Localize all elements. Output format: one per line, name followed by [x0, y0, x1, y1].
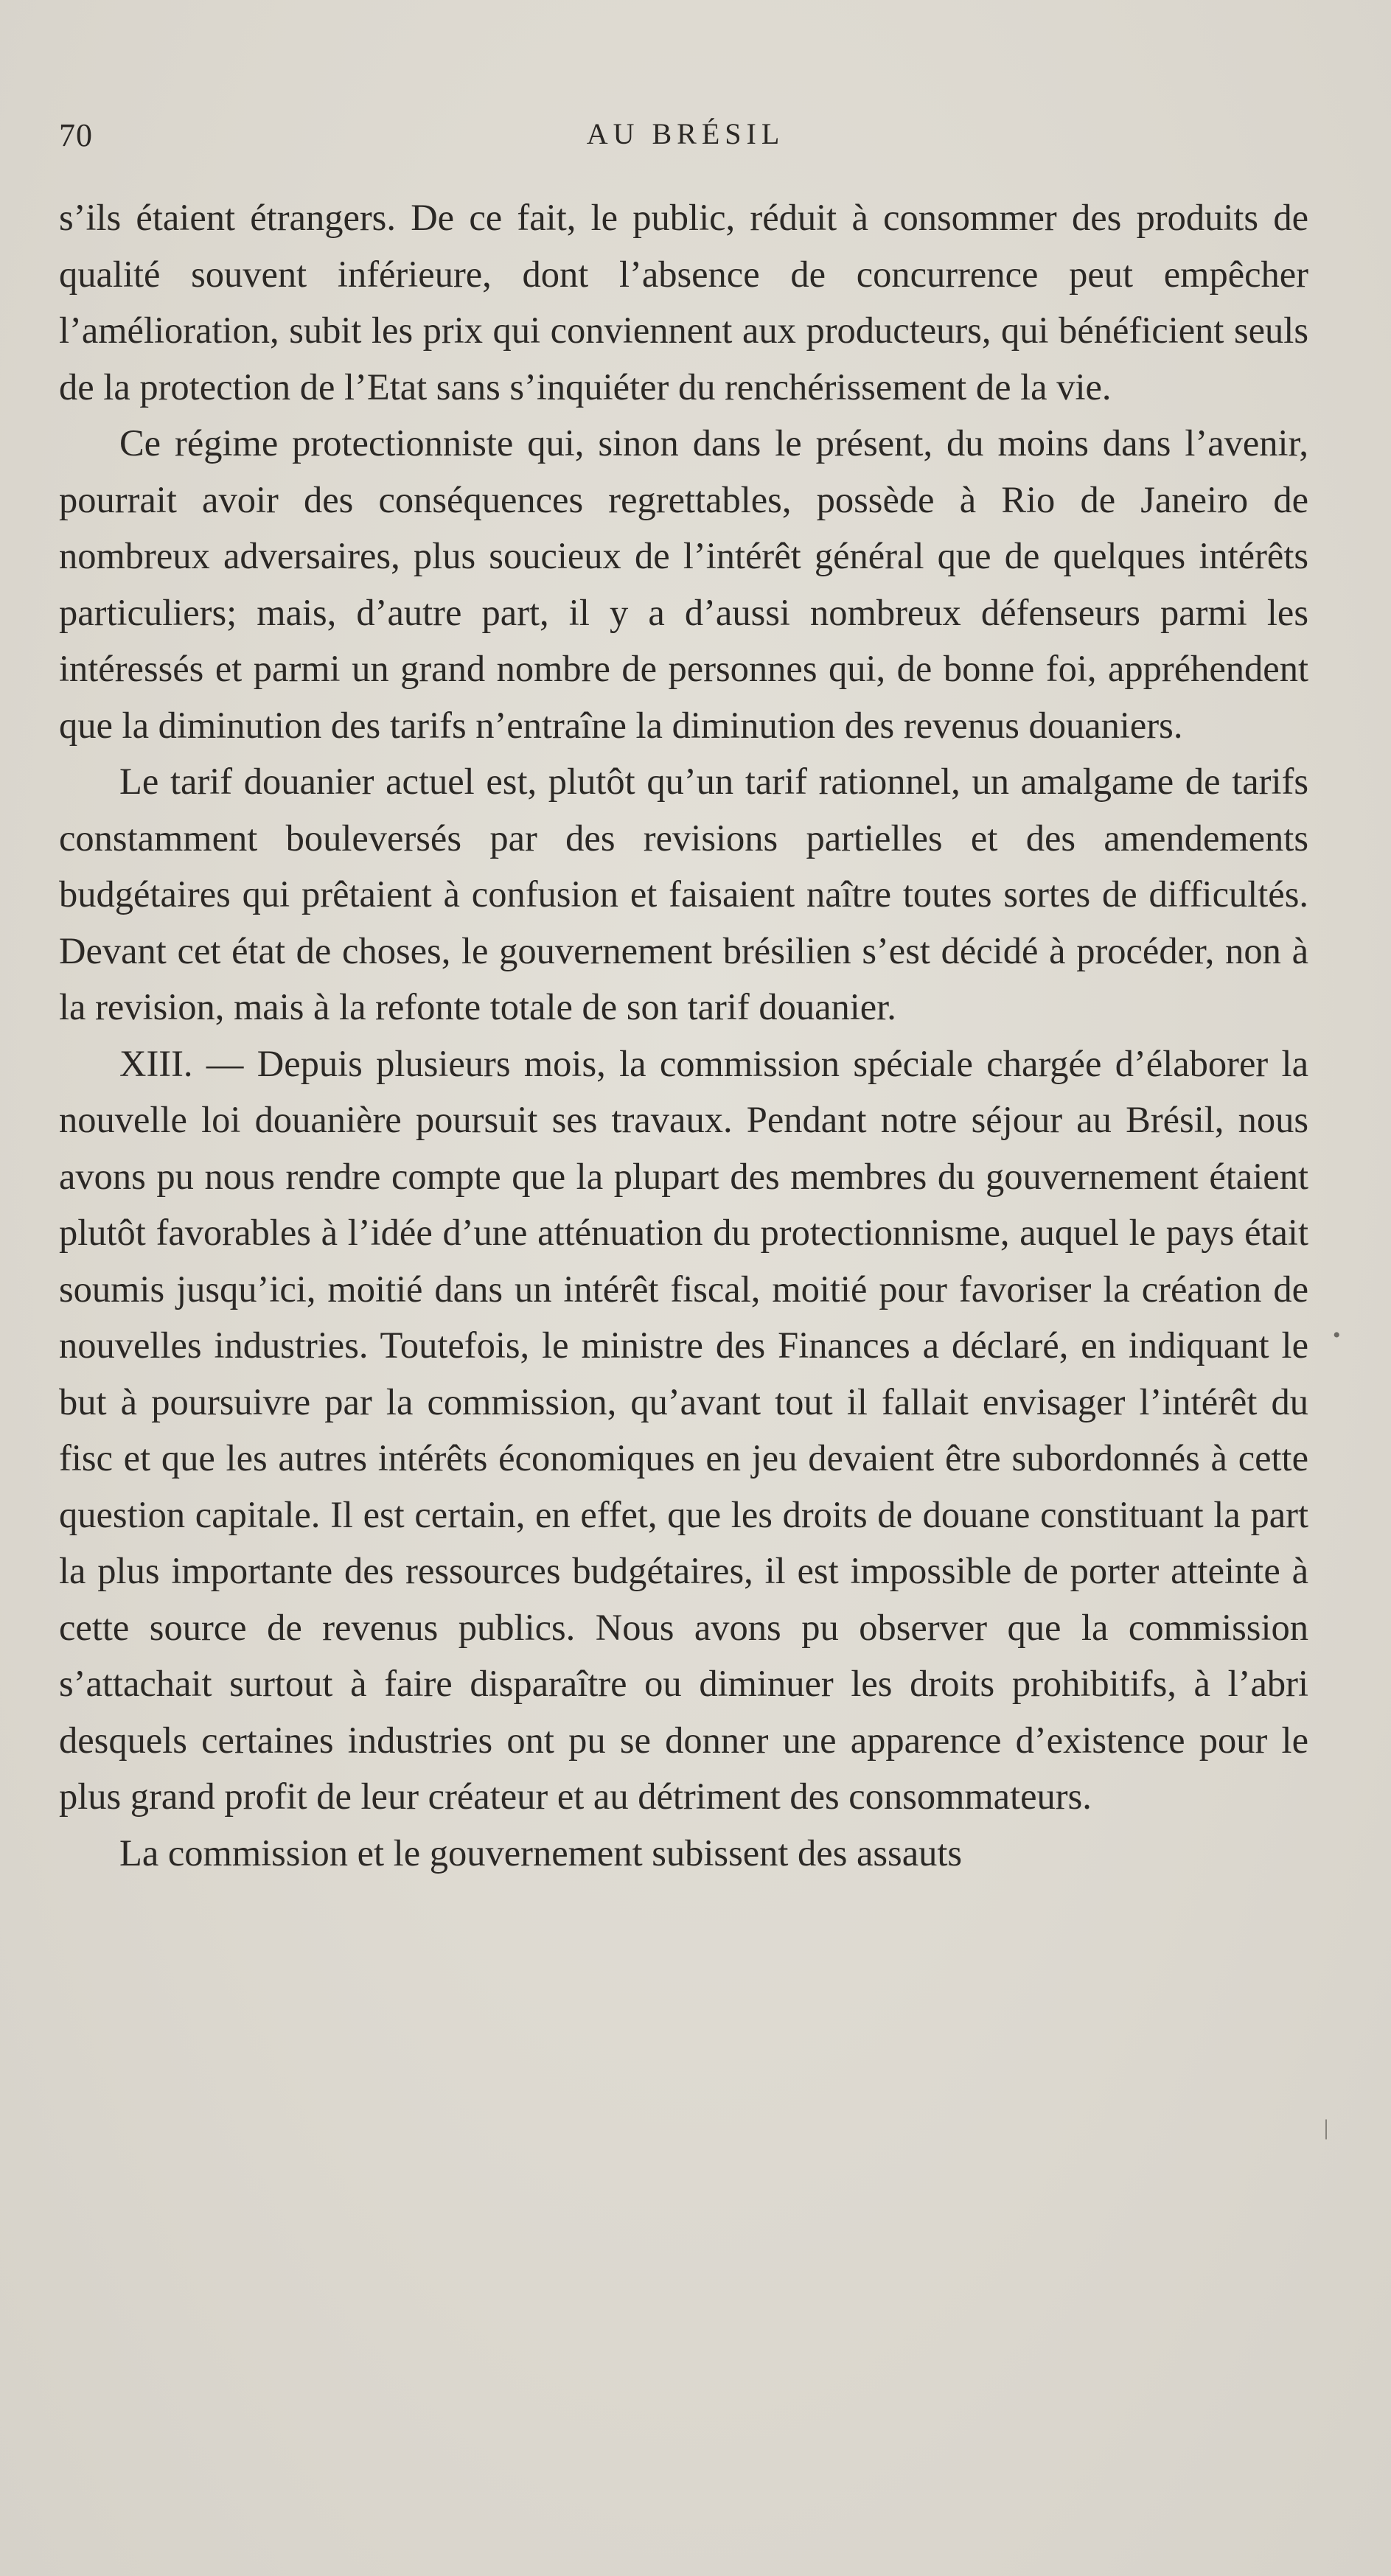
- page-header: [59, 116, 1312, 161]
- paragraph-continued: s’ils étaient étrangers. De ce fait, le public, réduit à consommer des produits de qualité souvent inférieure, dont l’absence de concurrence peut empêcher l’amélioration, subit les prix qui conviennent aux producteurs, qui bénéficient seuls de la protection de l’Etat sans s’inquiéter du renchérissement de la vie.: [59, 197, 1308, 408]
- paragraph: Ce régime protectionniste qui, sinon dans le présent, du moins dans l’avenir, pourrait avoir des conséquences regrettables, possède à Rio de Janeiro de nombreux adversaires, plus soucieux de l’intérêt général que de quelques intérêts particuliers; mais, d’autre part, il y a d’aussi nombreux défenseurs parmi les intéressés et parmi un grand nombre de personnes qui, de bonne foi, appréhendent que la diminution des tarifs n’entraîne la diminution des revenus douaniers.: [59, 422, 1308, 746]
- body-text: [59, 189, 1308, 1881]
- margin-dot-mark: •: [1333, 1323, 1341, 1347]
- paragraph-final: La commission et le gouvernement subissent des assauts: [119, 1832, 963, 1874]
- running-title: AU BRÉSIL: [586, 117, 785, 150]
- margin-stroke-mark: |: [1324, 2115, 1329, 2140]
- page-number: 70: [59, 117, 93, 153]
- paragraph: Le tarif douanier actuel est, plutôt qu’un tarif rationnel, un amalgame de tarifs constamment bouleversés par des revisions partielles et des amendements budgétaires qui prêtaient à confusion et faisaient naître toutes sortes de difficultés. Devant cet état de choses, le gouvernement brésilien s’est décidé à procéder, non à la revision, mais à la refonte totale de son tarif douanier.: [59, 761, 1308, 1027]
- paragraph-section-xiii: XIII. — Depuis plusieurs mois, la commission spéciale chargée d’élaborer la nouvelle loi douanière poursuit ses travaux. Pendant notre séjour au Brésil, nous avons pu nous rendre compte que la plupart des membres du gouvernement étaient plutôt favorables à l’idée d’une atténuation du protectionnisme, auquel le pays était soumis jusqu’ici, moitié dans un intérêt fiscal, moitié pour favoriser la création de nouvelles industries. Toutefois, le ministre des Finances a déclaré, en indiquant le but à poursuivre par la commission, qu’avant tout il fallait envisager l’intérêt du fisc et que les autres intérêts économiques en jeu devaient être subordonnés à cette question capitale. Il est certain, en effet, que les droits de douane constituant la part la plus importante des ressources budgétaires, il est impossible de porter atteinte à cette source de revenus publics. Nous avons pu observer que la commission s’attachait surtout à faire disparaître ou diminuer les droits prohibitifs, à l’abri desquels certaines industries ont pu se donner une apparence d’existence pour le plus grand profit de leur créateur et au détriment des consommateurs.: [59, 1042, 1308, 1817]
